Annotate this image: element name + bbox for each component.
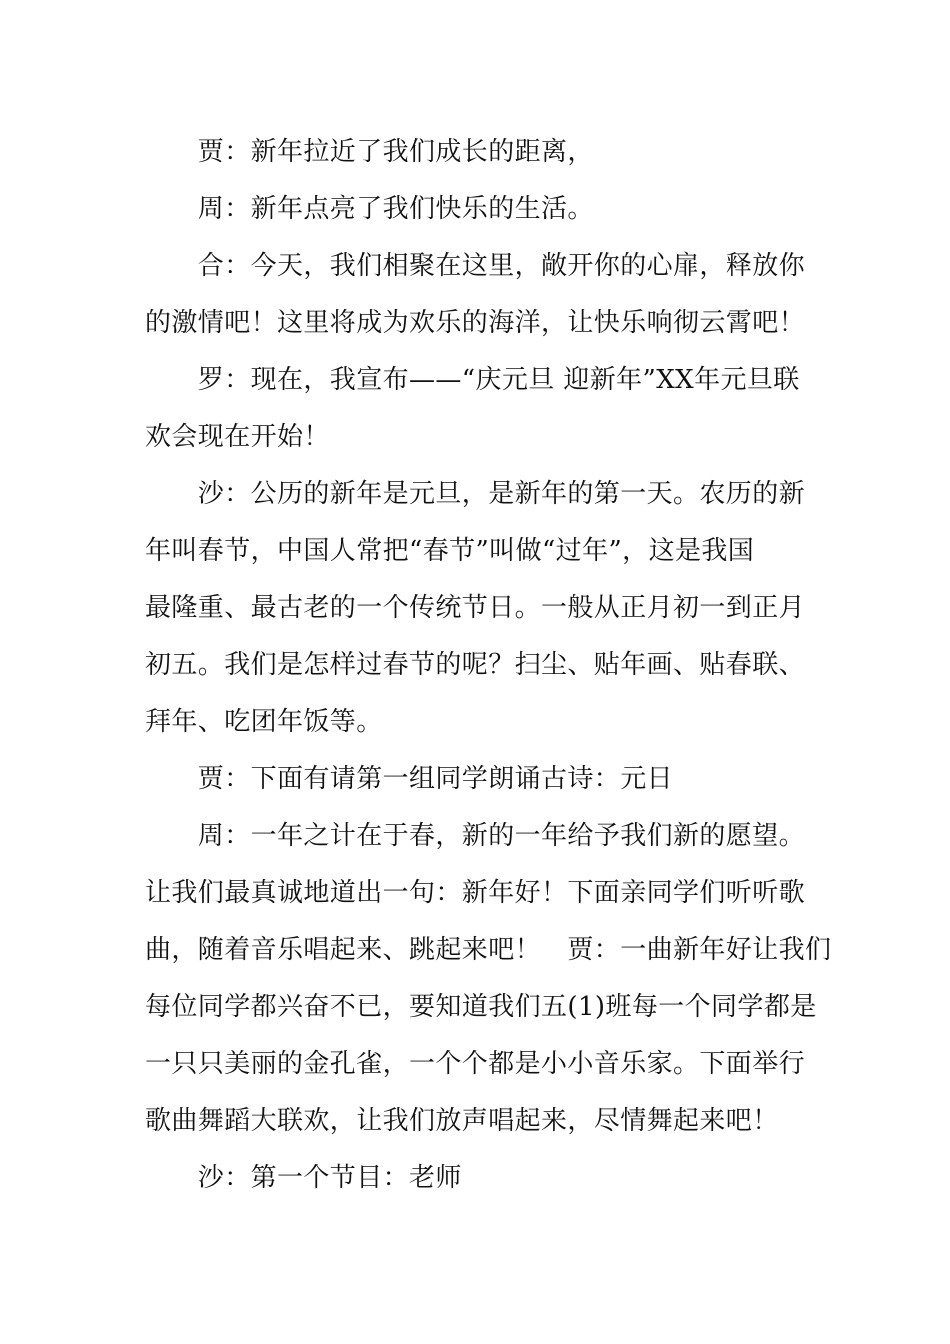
- text-line: 罗：现在，我宣布——“庆元旦 迎新年”XX年元旦联: [145, 365, 800, 395]
- text-line: 沙：第一个节目：老师: [145, 1163, 462, 1193]
- text-line: 歌曲舞蹈大联欢，让我们放声唱起来，尽情舞起来吧！: [145, 1106, 779, 1136]
- text-line: 合：今天，我们相聚在这里，敞开你的心扉，释放你: [145, 251, 806, 281]
- text-line: 最隆重、最古老的一个传统节日。一般从正月初一到正月: [145, 593, 806, 623]
- text-line: 贾：下面有请第一组同学朗诵古诗：元日: [145, 764, 674, 794]
- text-line: 一只只美丽的金孔雀，一个个都是小小音乐家。下面举行: [145, 1049, 806, 1079]
- text-line: 拜年、吃团年饭等。: [145, 707, 383, 737]
- text-line: 让我们最真诚地道出一句：新年好！下面亲同学们听听歌: [145, 878, 806, 908]
- text-line: 的激情吧！这里将成为欢乐的海洋，让快乐响彻云霄吧！: [145, 308, 806, 338]
- text-line: 沙：公历的新年是元旦，是新年的第一天。农历的新: [145, 479, 806, 509]
- text-line: 初五。我们是怎样过春节的呢？扫尘、贴年画、贴春联、: [145, 650, 806, 680]
- text-line: 贾：新年拉近了我们成长的距离，: [145, 137, 594, 167]
- text-line: 曲，随着音乐唱起来、跳起来吧！ 贾：一曲新年好让我们: [145, 935, 832, 965]
- text-line: 欢会现在开始！: [145, 422, 330, 452]
- text-line: 年叫春节，中国人常把“春节”叫做“过年”，这是我国: [145, 536, 755, 566]
- text-line: 周：一年之计在于春，新的一年给予我们新的愿望。: [145, 821, 806, 851]
- text-line: 周：新年点亮了我们快乐的生活。: [145, 194, 594, 224]
- text-line: 每位同学都兴奋不已，要知道我们五(1)班每一个同学都是: [145, 992, 817, 1022]
